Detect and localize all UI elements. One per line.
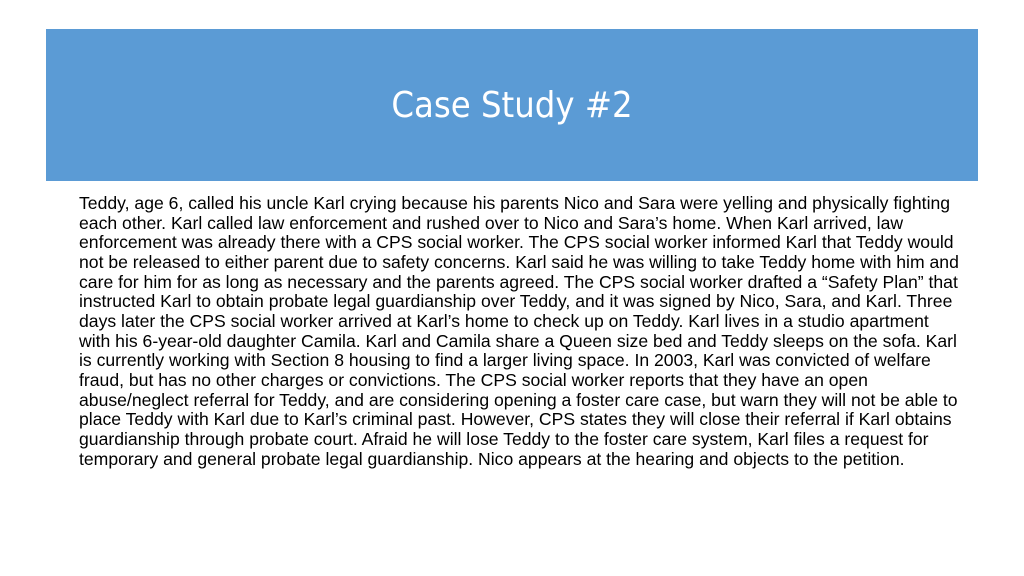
title-band (46, 29, 978, 181)
case-study-text: Teddy, age 6, called his uncle Karl crying because his parents Nico and Sara were yelling and physically fighting each other. Karl called law enforcement and rushed over to Nico and Sara’s home. When Karl arrived, law enforcement was already there with a CPS social worker. The CPS social worker informed Karl that Teddy would not be released to either parent due to safety concerns. Karl said he was willing to take Teddy home with him and care for him for as long as necessary and the parents agreed. The CPS social worker drafted a “Safety Plan” that instructed Karl to obtain probate legal guardianship over Teddy, and it was signed by Nico, Sara, and Karl. Three days later the CPS social worker arrived at Karl’s home to check up on Teddy. Karl lives in a studio apartment with his 6-year-old daughter Camila. Karl and Camila share a Queen size bed and Teddy sleeps on the sofa. Karl is currently working with Section 8 housing to find a larger living space. In 2003, Karl was convicted of welfare fraud, but has no other charges or convictions. The CPS social worker reports that they have an open abuse/neglect referral for Teddy, and are considering opening a foster care case, but warn they will not be able to place Teddy with Karl due to Karl’s criminal past. However, CPS states they will close their referral if Karl obtains guardianship through probate court. Afraid he will lose Teddy to the foster care system, Karl files a request for temporary and general probate legal guardianship. Nico appears at the hearing and objects to the petition. (79, 193, 959, 469)
slide-title: Case Study #2 (391, 84, 633, 126)
